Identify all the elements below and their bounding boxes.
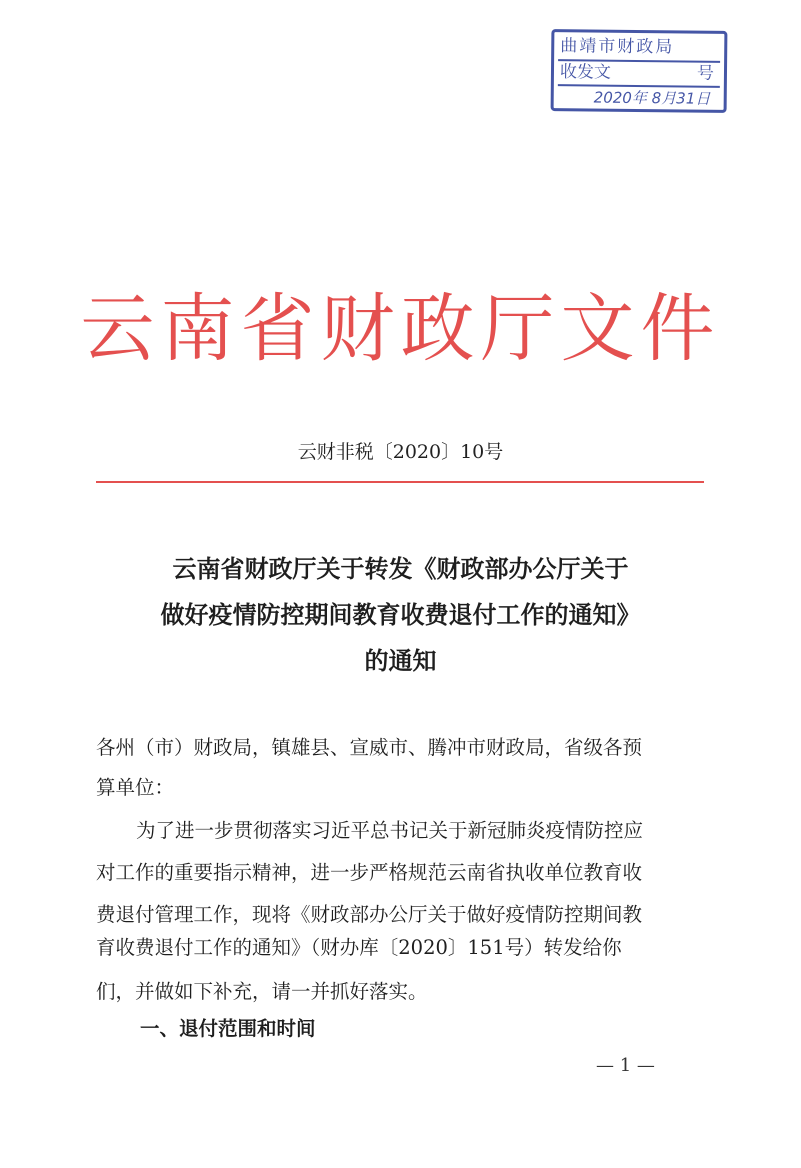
received-stamp — [551, 29, 728, 113]
paragraph-line: 费退付管理工作，现将《财政部办公厅关于做好疫情防控期间教 — [96, 903, 643, 926]
paragraph-line: 为了进一步贯彻落实习近平总书记关于新冠肺炎疫情防控应 — [136, 819, 644, 842]
document-title-line-1: 云南省财政厅关于转发《财政部办公厅关于 — [172, 555, 629, 583]
stamp-label-left: 收发文 — [559, 62, 612, 83]
section-heading-1: 一、退付范围和时间 — [140, 1017, 316, 1040]
addressee-line-2: 算单位： — [96, 776, 175, 799]
page-number: — 1 — — [596, 1055, 655, 1076]
addressee-line-1: 各州（市）财政局，镇雄县、宣威市、腾冲市财政局，省级各预 — [96, 736, 643, 759]
stamp-org: 曲靖市财政局 — [560, 36, 675, 58]
document-title-line-3: 的通知 — [364, 647, 437, 675]
document-header-title: 云南省财政厅文件 — [80, 286, 721, 372]
stamp-label-right: 号 — [696, 63, 715, 84]
stamp-label-row — [560, 62, 718, 84]
paragraph-line: 们，并做如下补充，请一并抓好落实。 — [96, 980, 428, 1003]
document-title-line-2: 做好疫情防控期间教育收费退付工作的通知》 — [160, 601, 641, 629]
document-number: 云财非税〔2020〕10号 — [297, 441, 504, 463]
paragraph-line: 育收费退付工作的通知》（财办库〔2020〕151号）转发给你 — [96, 936, 622, 959]
stamp-date-text: 2020年 8月31日 — [593, 88, 711, 108]
paragraph-line: 对工作的重要指示精神，进一步严格规范云南省执收单位教育收 — [96, 861, 643, 884]
red-separator-line — [96, 481, 704, 483]
